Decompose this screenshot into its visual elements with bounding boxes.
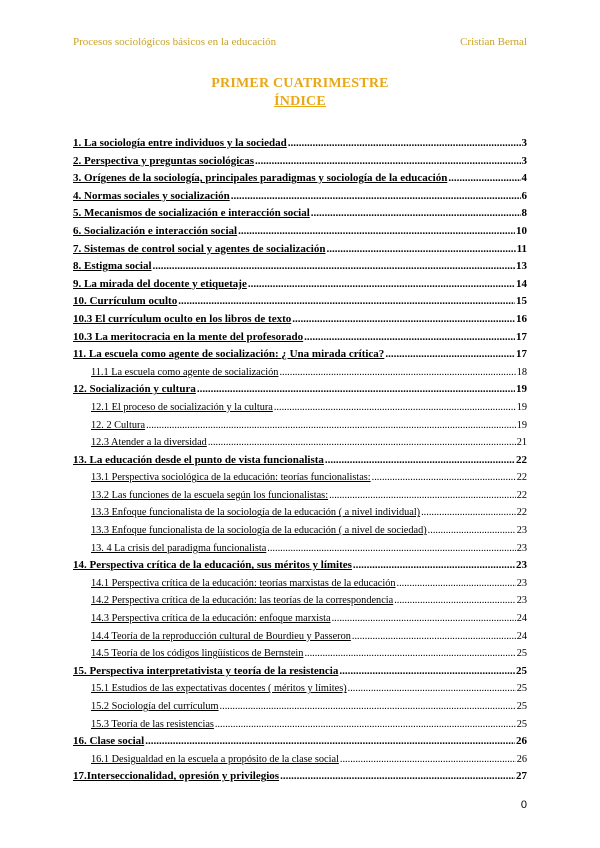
toc-entry-page: 19 (516, 401, 527, 413)
toc-dot-leader (292, 311, 515, 329)
toc-entry[interactable] (73, 469, 527, 487)
toc-dot-leader (339, 663, 515, 681)
toc-entry-title: 15.2 Sociología del currículum (91, 701, 219, 712)
toc-dot-leader (304, 645, 515, 663)
toc-dot-leader (279, 364, 515, 382)
toc-entry-title: 12.3 Atender a la diversidad (91, 437, 207, 449)
toc-dot-leader (304, 329, 515, 347)
toc-entry-title: 11.1 La escuela como agente de socialización (91, 366, 279, 378)
toc-entry[interactable] (73, 452, 527, 470)
toc-dot-leader (428, 522, 516, 540)
toc-entry[interactable] (73, 628, 527, 646)
toc-entry-page: 13 (516, 260, 527, 273)
toc-entry-title: 6. Socialización e interacción social (73, 224, 238, 237)
toc-entry-title: 15.3 Teoría de las resistencias (91, 718, 214, 730)
index-heading: ÍNDICE (274, 94, 326, 109)
toc-entry[interactable] (73, 434, 527, 452)
toc-entry-title: 13.3 Enfoque funcionalista de la sociología de la educación ( a nivel individual) (91, 507, 421, 519)
table-of-contents (73, 135, 527, 786)
toc-entry-page: 22 (516, 489, 527, 501)
toc-entry-title: 9. La mirada del docente y etiquetaje (73, 277, 247, 290)
toc-entry-title: 8. Estigma social (73, 260, 152, 273)
toc-entry-page: 22 (516, 472, 527, 484)
toc-entry-title: 13.3 Enfoque funcionalista de la sociología de la educación ( a nivel de sociedad) (91, 525, 427, 537)
toc-dot-leader (325, 452, 515, 470)
toc-entry[interactable] (73, 716, 527, 734)
toc-entry-page: 22 (516, 453, 527, 466)
toc-entry-page: 3 (521, 137, 527, 149)
toc-dot-leader (288, 135, 521, 153)
toc-entry-page: 15 (516, 295, 527, 308)
toc-entry-title: 11. La escuela como agente de socialización: ¿ Una mirada crítica? (73, 348, 385, 361)
toc-entry-page: 25 (516, 648, 527, 660)
toc-entry[interactable] (73, 522, 527, 540)
toc-entry-title: 12.1 El proceso de socialización y la cultura (91, 401, 273, 413)
toc-entry[interactable] (73, 399, 527, 417)
toc-dot-leader (231, 188, 521, 206)
toc-entry-page: 26 (516, 753, 527, 765)
toc-dot-leader (340, 751, 516, 769)
toc-entry-title: 14.5 Teoría de los códigos lingüísticos de Bernstein (91, 648, 304, 660)
toc-entry[interactable] (73, 205, 527, 223)
toc-entry-page: 23 (516, 595, 527, 607)
toc-dot-leader (385, 346, 515, 364)
toc-dot-leader (311, 205, 521, 223)
toc-entry[interactable] (73, 733, 527, 751)
toc-entry-page: 14 (516, 277, 527, 290)
toc-entry-title: 1. La sociología entre individuos y la sociedad (73, 137, 287, 149)
toc-entry-page: 17 (516, 348, 527, 361)
toc-entry-title: 13.1 Perspectiva sociológica de la educación: teorías funcionalistas: (91, 472, 371, 484)
toc-entry-title: 13.2 Las funciones de la escuela según los funcionalistas: (91, 489, 329, 501)
toc-entry[interactable] (73, 540, 527, 558)
toc-entry-page: 6 (521, 189, 527, 202)
toc-entry-page: 23 (516, 559, 527, 572)
toc-entry[interactable] (73, 504, 527, 522)
toc-entry-page: 11 (516, 242, 527, 255)
header-document-title: Procesos sociológicos básicos en la educación (73, 36, 277, 48)
toc-entry-page: 25 (516, 718, 527, 730)
toc-entry-title: 14.2 Perspectiva crítica de la educación: las teorías de la correspondencia (91, 595, 394, 607)
toc-entry-title: 2. Perspectiva y preguntas sociológicas (73, 154, 254, 167)
toc-dot-leader (153, 258, 515, 276)
toc-entry-title: 13. 4 La crisis del paradigma funcionalista (91, 542, 267, 554)
toc-dot-leader (146, 417, 516, 435)
toc-entry-page: 18 (516, 366, 527, 378)
toc-entry[interactable] (73, 575, 527, 593)
toc-dot-leader (397, 575, 516, 593)
toc-entry[interactable] (73, 293, 527, 311)
toc-dot-leader (280, 768, 515, 786)
toc-entry-page: 21 (516, 437, 527, 449)
toc-entry-title: 14.3 Perspectiva crítica de la educación: enfoque marxista (91, 613, 331, 625)
toc-entry[interactable] (73, 329, 527, 347)
toc-dot-leader (220, 698, 516, 716)
toc-dot-leader (274, 399, 516, 417)
toc-entry[interactable] (73, 680, 527, 698)
toc-entry-page: 27 (516, 770, 527, 783)
toc-entry[interactable] (73, 381, 527, 399)
toc-entry[interactable] (73, 241, 527, 259)
page-number: 0 (520, 799, 527, 811)
toc-entry-page: 19 (516, 419, 527, 431)
toc-dot-leader (372, 469, 516, 487)
toc-entry-title: 15.1 Estudios de las expectativas docentes ( méritos y límites) (91, 683, 347, 695)
toc-dot-leader (267, 540, 515, 558)
toc-entry[interactable] (73, 170, 527, 188)
toc-entry-title: 12. Socialización y cultura (73, 383, 196, 396)
toc-dot-leader (348, 680, 516, 698)
toc-dot-leader (238, 223, 515, 241)
toc-entry-page: 25 (516, 701, 527, 712)
toc-entry[interactable] (73, 698, 527, 716)
toc-entry-page: 24 (516, 613, 527, 625)
toc-entry[interactable] (73, 417, 527, 435)
toc-entry-page: 16 (516, 312, 527, 325)
toc-entry-title: 16. Clase social (73, 735, 145, 748)
toc-dot-leader (255, 153, 521, 171)
toc-entry-page: 23 (516, 542, 527, 554)
toc-entry-page: 4 (521, 172, 527, 185)
toc-entry[interactable] (73, 223, 527, 241)
toc-entry[interactable] (73, 751, 527, 769)
toc-entry[interactable] (73, 768, 527, 786)
toc-entry[interactable] (73, 610, 527, 628)
toc-entry-title: 4. Normas sociales y socialización (73, 189, 230, 202)
toc-entry-page: 24 (516, 630, 527, 642)
toc-dot-leader (332, 610, 516, 628)
toc-entry[interactable] (73, 311, 527, 329)
toc-entry-title: 10.3 El currículum oculto en los libros de texto (73, 312, 292, 325)
toc-entry-page: 8 (521, 207, 527, 220)
page-title: PRIMER CUATRIMESTRE (211, 76, 389, 91)
toc-entry-page: 23 (516, 577, 527, 589)
toc-entry-title: 7. Sistemas de control social y agentes de socialización (73, 242, 326, 255)
toc-entry-title: 10.3 La meritocracia en la mente del profesorado (73, 330, 304, 343)
toc-entry-page: 19 (516, 383, 527, 396)
toc-entry-title: 3. Orígenes de la sociología, principales paradigmas y sociología de la educación (73, 172, 448, 185)
toc-entry-page: 10 (516, 224, 527, 237)
toc-entry-title: 5. Mecanismos de socialización e interacción social (73, 207, 310, 220)
toc-entry-page: 3 (521, 154, 527, 167)
toc-dot-leader (326, 241, 515, 259)
toc-dot-leader (352, 628, 516, 646)
toc-entry-title: 10. Currículum oculto (73, 295, 178, 308)
toc-entry-page: 25 (516, 683, 527, 695)
toc-dot-leader (329, 487, 516, 505)
toc-entry[interactable] (73, 663, 527, 681)
toc-entry-title: 14. Perspectiva crítica de la educación, sus méritos y límites (73, 559, 352, 572)
toc-entry[interactable] (73, 557, 527, 575)
toc-entry[interactable] (73, 276, 527, 294)
toc-dot-leader (208, 434, 516, 452)
toc-dot-leader (248, 276, 515, 294)
toc-entry[interactable] (73, 135, 527, 153)
toc-dot-leader (145, 733, 515, 751)
toc-entry-title: 14.1 Perspectiva crítica de la educación: teorías marxistas de la educación (91, 577, 396, 589)
toc-dot-leader (197, 381, 515, 399)
toc-entry[interactable] (73, 592, 527, 610)
toc-entry-page: 23 (516, 525, 527, 537)
toc-entry-title: 12. 2 Cultura (91, 419, 146, 431)
toc-entry-title: 16.1 Desigualdad en la escuela a propósito de la clase social (91, 753, 339, 765)
toc-entry-title: 14.4 Teoría de la reproducción cultural de Bourdieu y Passeron (91, 630, 351, 642)
toc-entry-title: 17.Interseccionalidad, opresión y privilegios (73, 770, 280, 783)
toc-entry-title: 15. Perspectiva interpretativista y teoría de la resistencia (73, 664, 339, 677)
toc-entry[interactable] (73, 153, 527, 171)
toc-entry-page: 26 (516, 735, 527, 748)
toc-dot-leader (178, 293, 515, 311)
toc-entry[interactable] (73, 364, 527, 382)
toc-entry[interactable] (73, 645, 527, 663)
page-header (73, 36, 527, 50)
toc-entry-page: 25 (516, 664, 527, 677)
toc-dot-leader (448, 170, 520, 188)
toc-dot-leader (215, 716, 516, 734)
toc-entry-page: 22 (516, 507, 527, 519)
toc-entry[interactable] (73, 188, 527, 206)
toc-entry[interactable] (73, 487, 527, 505)
toc-dot-leader (394, 592, 516, 610)
toc-entry[interactable] (73, 258, 527, 276)
toc-entry[interactable] (73, 346, 527, 364)
header-author: Cristian Bernal (460, 36, 527, 48)
toc-entry-page: 17 (516, 330, 527, 343)
toc-dot-leader (421, 504, 516, 522)
toc-dot-leader (353, 557, 515, 575)
toc-entry-title: 13. La educación desde el punto de vista funcionalista (73, 453, 324, 466)
